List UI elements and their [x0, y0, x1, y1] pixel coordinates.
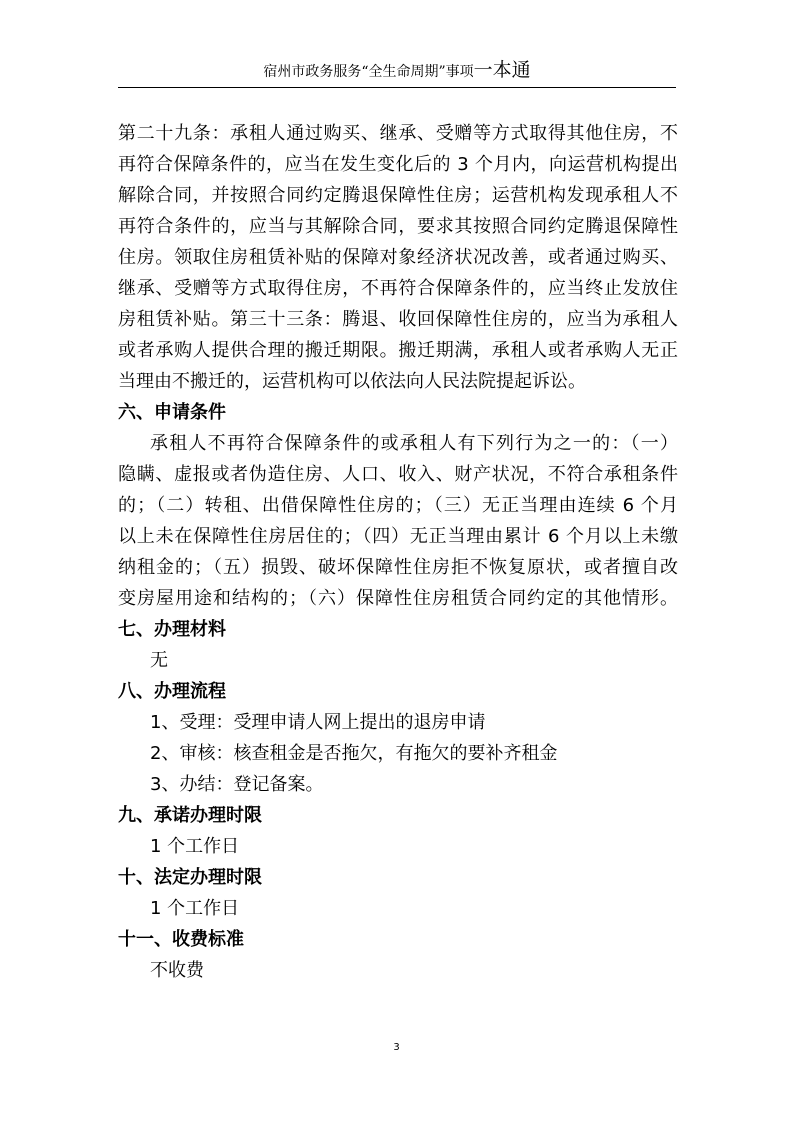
section-content: 1 个工作日 — [150, 898, 240, 919]
process-step: 1、受理：受理申请人网上提出的退房申请 — [150, 712, 486, 733]
process-step: 3、办结：登记备案。 — [150, 774, 324, 795]
process-step: 2、审核：核查租金是否拖欠，有拖欠的要补齐租金 — [150, 743, 558, 764]
paragraph-line: 隐瞒、虚报或者伪造住房、人口、收入、财产状况，不符合承租条件 — [118, 464, 678, 485]
header-title: 宿州市政务服务“全生命周期”事项 — [263, 64, 474, 80]
paragraph-line: 当理由不搬迁的，运营机构可以依法向人民法院提起诉讼。 — [118, 371, 586, 392]
paragraph-line: 再符合条件的，应当与其解除合同，要求其按照合同约定腾退保障性 — [118, 216, 678, 237]
section-heading: 八、办理流程 — [118, 681, 226, 702]
paragraph-line: 再符合保障条件的，应当在发生变化后的 3 个月内，向运营机构提出 — [118, 154, 678, 175]
paragraph-line: 承租人不再符合保障条件的或承租人有下列行为之一的：（一） — [150, 433, 678, 454]
section-content: 1 个工作日 — [150, 836, 240, 857]
paragraph-line: 房租赁补贴。第三十三条：腾退、收回保障性住房的，应当为承租人 — [118, 309, 678, 330]
section-content: 无 — [150, 650, 168, 671]
running-header — [118, 60, 676, 82]
section-content: 不收费 — [150, 960, 204, 981]
paragraph-line: 住房。领取住房租赁补贴的保障对象经济状况改善，或者通过购买、 — [118, 247, 678, 268]
paragraph-line: 继承、受赠等方式取得住房，不再符合保障条件的，应当终止发放住 — [118, 278, 678, 299]
paragraph-line: 变房屋用途和结构的；（六）保障性住房租赁合同约定的其他情形。 — [118, 588, 678, 609]
header-rule — [118, 87, 676, 88]
paragraph-line: 以上未在保障性住房居住的；（四）无正当理由累计 6 个月以上未缴 — [118, 526, 678, 547]
section-heading: 九、承诺办理时限 — [118, 805, 262, 826]
header-title-tail: 一本通 — [473, 59, 531, 81]
page-number: 3 — [393, 1042, 400, 1053]
section-heading: 十、法定办理时限 — [118, 867, 262, 888]
paragraph-line: 的；（二）转租、出借保障性住房的；（三）无正当理由连续 6 个月 — [118, 495, 678, 516]
paragraph-line: 纳租金的；（五）损毁、破坏保障性住房拒不恢复原状，或者擅自改 — [118, 557, 678, 578]
section-heading: 六、申请条件 — [118, 402, 226, 423]
paragraph-line: 第二十九条：承租人通过购买、继承、受赠等方式取得其他住房，不 — [118, 123, 678, 144]
paragraph-line: 解除合同，并按照合同约定腾退保障性住房；运营机构发现承租人不 — [118, 185, 678, 206]
section-heading: 七、办理材料 — [118, 619, 226, 640]
paragraph-line: 或者承购人提供合理的搬迁期限。搬迁期满，承租人或者承购人无正 — [118, 340, 678, 361]
section-heading: 十一、收费标准 — [118, 929, 244, 950]
